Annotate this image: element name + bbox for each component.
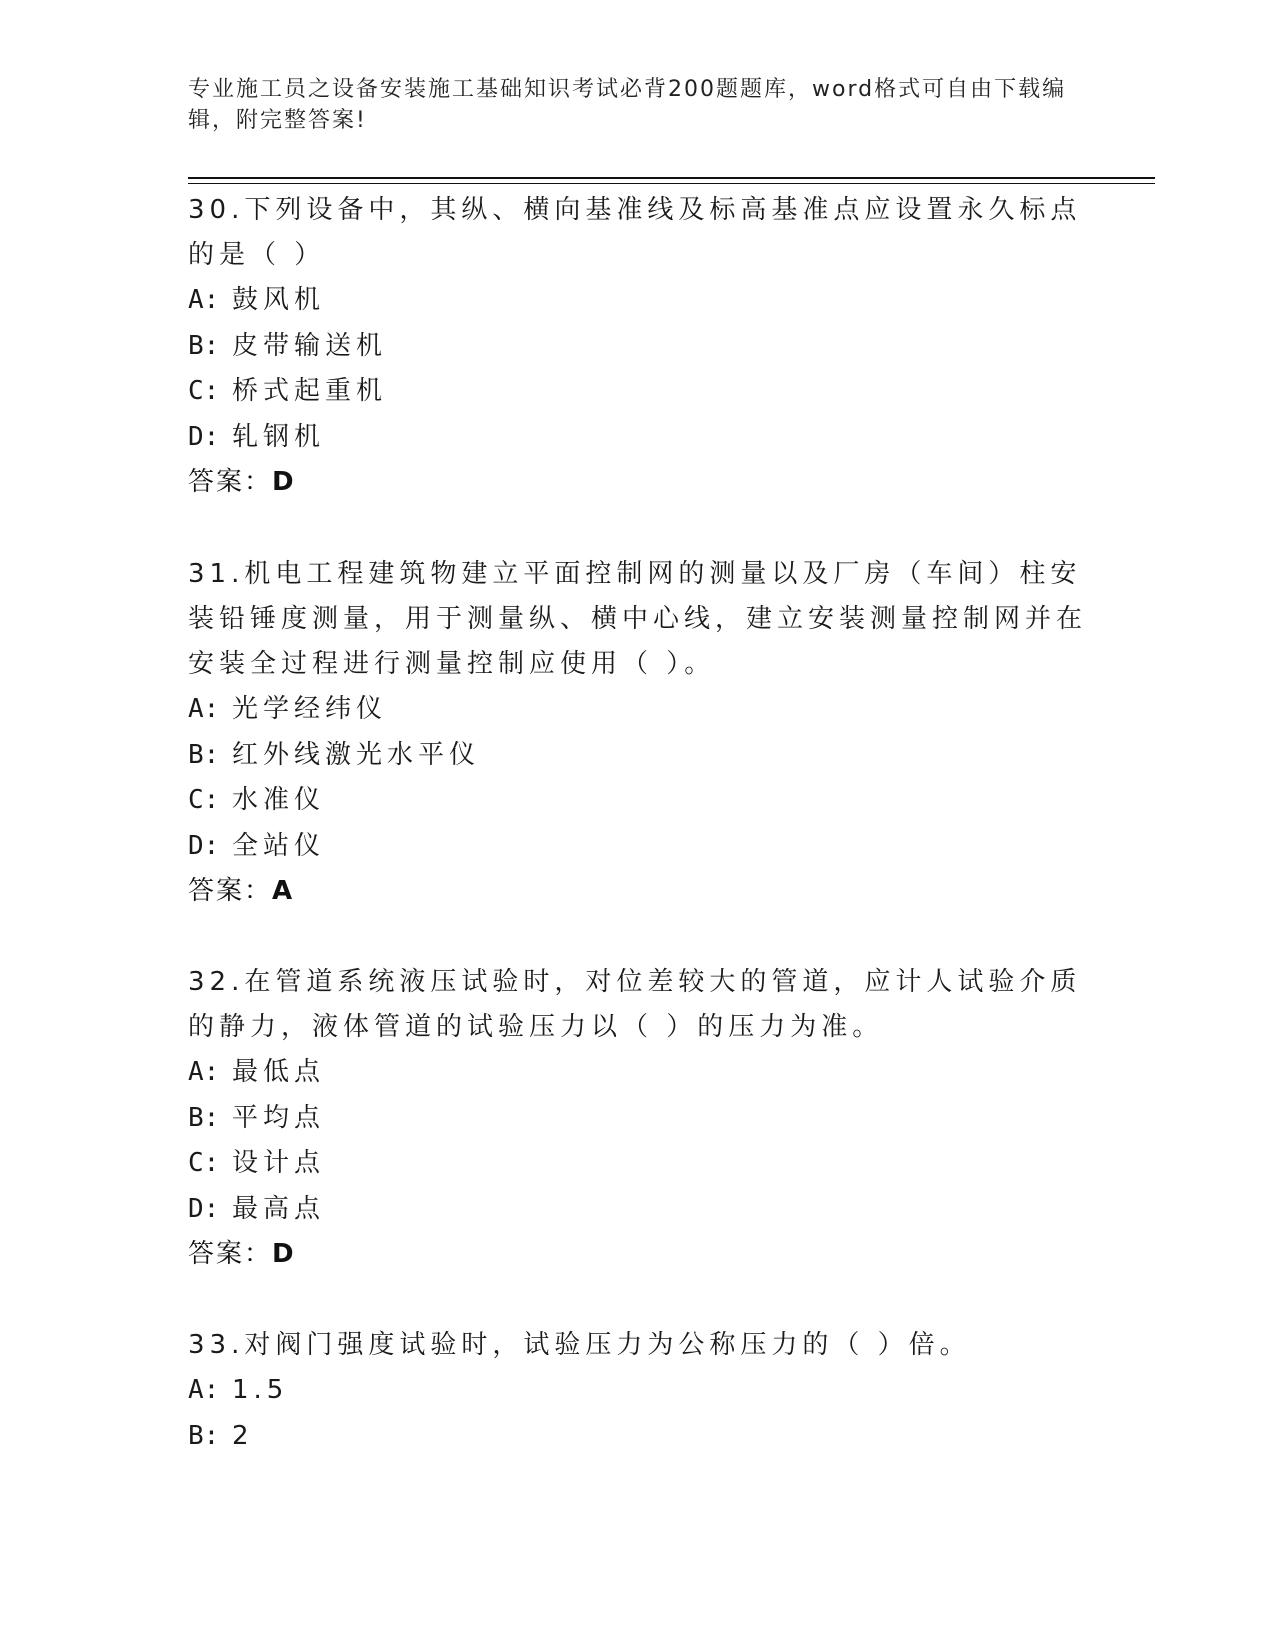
- option-text: 设计点: [232, 1148, 326, 1178]
- option-text: 最高点: [232, 1193, 326, 1224]
- option-text: 2: [232, 1420, 254, 1451]
- document-header: 专业施工员之设备安装施工基础知识考试必背200题题库，word格式可自由下载编辑，附完整答案!: [188, 77, 1067, 133]
- option-a: [188, 1050, 1088, 1096]
- question-text: 30.下列设备中，其纵、横向基准线及标高基准点应设置永久标点的是（ ）: [188, 195, 1082, 270]
- answer-label: 答案：: [188, 467, 273, 497]
- option-text: 轧钢机: [232, 421, 326, 452]
- option-c: [188, 369, 1088, 415]
- option-a: [188, 278, 1088, 324]
- answer-label: 答案：: [188, 876, 273, 906]
- header-divider-thin: [188, 183, 1155, 184]
- option-letter: A:: [188, 285, 220, 315]
- question-32: [188, 960, 1088, 1277]
- option-text: 皮带输送机: [232, 330, 388, 361]
- question-33: [188, 1323, 1088, 1459]
- option-letter: D:: [188, 1193, 220, 1224]
- option-letter: C:: [188, 785, 220, 815]
- option-text: 光学经纬仪: [232, 694, 388, 724]
- option-a: [188, 1368, 1088, 1414]
- question-text: 32.在管道系统液压试验时，对位差较大的管道，应计人试验介质的静力，液体管道的试验压力以（ ）的压力为准。: [188, 967, 1082, 1042]
- answer-line: [188, 460, 1088, 505]
- option-letter: A:: [188, 1375, 220, 1405]
- option-d: [188, 415, 1088, 461]
- question-31: [188, 552, 1088, 914]
- option-letter: B:: [188, 1102, 220, 1133]
- question-text: 31.机电工程建筑物建立平面控制网的测量以及厂房（车间）柱安装铅锤度测量，用于测量纵、横中心线，建立安装测量控制网并在安装全过程进行测量控制应使用（ ）。: [188, 559, 1088, 679]
- answer-value: A: [272, 876, 295, 906]
- option-letter: D:: [188, 421, 220, 452]
- answer-line: [188, 869, 1088, 914]
- option-letter: B:: [188, 330, 220, 361]
- option-letter: B:: [188, 739, 220, 770]
- option-a: [188, 687, 1088, 733]
- option-d: [188, 824, 1088, 870]
- option-text: 水准仪: [232, 785, 326, 815]
- option-letter: A:: [188, 1057, 220, 1087]
- answer-line: [188, 1232, 1088, 1277]
- option-letter: C:: [188, 376, 220, 406]
- option-text: 平均点: [232, 1102, 326, 1133]
- option-text: 全站仪: [232, 830, 326, 861]
- option-letter: D:: [188, 830, 220, 861]
- answer-label: 答案：: [188, 1239, 273, 1269]
- option-c: [188, 1141, 1088, 1187]
- option-b: [188, 1096, 1088, 1142]
- question-text: 33.对阀门强度试验时，试验压力为公称压力的（ ）倍。: [188, 1330, 971, 1360]
- option-text: 鼓风机: [232, 285, 326, 315]
- option-text: 1.5: [232, 1375, 289, 1405]
- option-b: [188, 324, 1088, 370]
- option-d: [188, 1187, 1088, 1233]
- option-b: [188, 733, 1088, 779]
- question-30: [188, 188, 1088, 505]
- option-letter: C:: [188, 1148, 220, 1178]
- answer-value: D: [272, 1239, 296, 1269]
- option-c: [188, 778, 1088, 824]
- option-text: 最低点: [232, 1057, 326, 1087]
- option-text: 桥式起重机: [232, 376, 388, 406]
- option-letter: A:: [188, 694, 220, 724]
- option-text: 红外线激光水平仪: [232, 739, 481, 770]
- header-divider: [188, 177, 1155, 179]
- option-b: [188, 1414, 1088, 1460]
- option-letter: B:: [188, 1420, 220, 1451]
- answer-value: D: [272, 467, 296, 497]
